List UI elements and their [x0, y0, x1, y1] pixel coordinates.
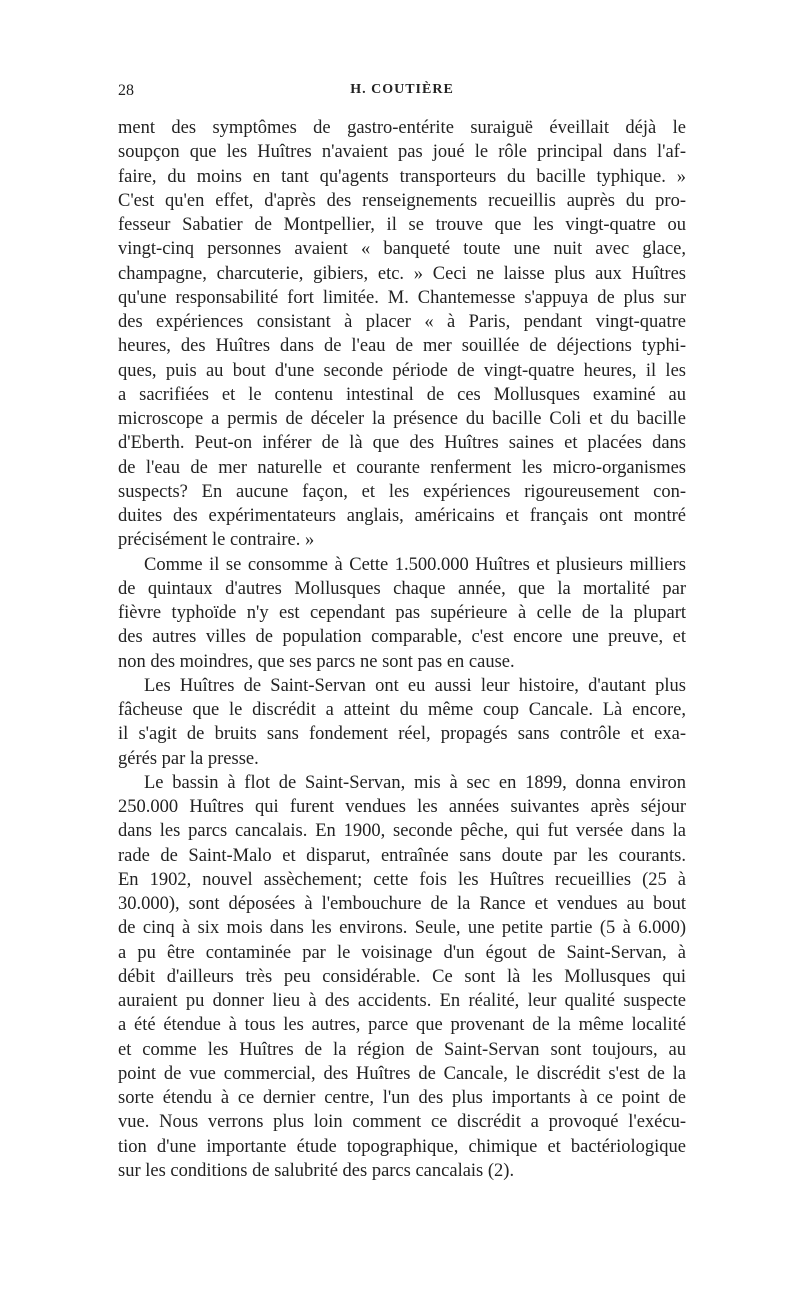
text-line: rade de Saint-Malo et disparut, entraînée sans doute par les courants.	[118, 845, 686, 866]
text-line: fièvre typhoïde n'y est cependant pas supérieure à celle de la plupart	[118, 603, 686, 623]
text-line: ment des symptômes de gastro-entérite suraiguë éveillait déjà le	[118, 118, 686, 138]
text-line: a sacrifiées et le contenu intestinal de ces Mollusques examiné au	[118, 384, 686, 405]
text-line: de l'eau de mer naturelle et courante renferment les micro-organismes	[118, 457, 686, 478]
text-line: microscope a permis de déceler la présence du bacille Coli et du bacille	[118, 409, 686, 429]
text-line: précisément le contraire. »	[118, 530, 315, 551]
text-line: qu'une responsabilité fort limitée. M. Chantemesse s'appuya de plus sur	[118, 287, 686, 308]
page-number: 28	[118, 82, 134, 99]
running-title: H. COUTIÈRE	[350, 82, 454, 97]
text-line: des autres villes de population comparable, c'est encore une preuve, et	[118, 627, 686, 648]
text-line: Les Huîtres de Saint-Servan ont eu aussi leur histoire, d'autant plus	[144, 675, 686, 696]
text-line: 30.000), sont déposées à l'embouchure de la Rance et vendues au bout	[118, 894, 686, 914]
text-line: dans les parcs cancalais. En 1900, seconde pêche, qui fut versée dans la	[118, 821, 686, 842]
text-line: de quintaux d'autres Mollusques chaque année, que la mortalité par	[118, 578, 686, 599]
text-line: et comme les Huîtres de la région de Saint-Servan sont toujours, au	[118, 1039, 686, 1060]
text-line: ques, puis au bout d'une seconde période de vingt-quatre heures, il les	[118, 360, 686, 381]
text-line: duites des expérimentateurs anglais, américains et français ont montré	[118, 506, 686, 526]
text-line: il s'agit de bruits sans fondement réel, propagés sans contrôle et exa-	[118, 724, 686, 745]
text-line: a été étendue à tous les autres, parce que provenant de la même localité	[118, 1015, 686, 1036]
text-line: fâcheuse que le discrédit a atteint du même coup Cancale. Là encore,	[118, 700, 686, 720]
text-line: En 1902, nouvel assèchement; cette fois les Huîtres recueillies (25 à	[118, 869, 686, 890]
text-line: soupçon que les Huîtres n'avaient pas joué le rôle principal dans l'af-	[118, 142, 686, 163]
text-line: auraient pu donner lieu à des accidents. En réalité, leur qualité suspecte	[118, 991, 686, 1011]
text-line: point de vue commercial, des Huîtres de Cancale, le discrédit s'est de la	[118, 1063, 686, 1084]
text-line: Comme il se consomme à Cette 1.500.000 Huîtres et plusieurs milliers	[144, 554, 686, 575]
text-line: faire, du moins en tant qu'agents transporteurs du bacille typhique. »	[118, 166, 686, 187]
text-line: vue. Nous verrons plus loin comment ce discrédit a provoqué l'exécu-	[118, 1112, 686, 1133]
text-line: des expériences consistant à placer « à Paris, pendant vingt-quatre	[118, 312, 686, 332]
text-line: de cinq à six mois dans les environs. Seule, une petite partie (5 à 6.000)	[118, 918, 686, 939]
text-line: champagne, charcuterie, gibiers, etc. » Ceci ne laisse plus aux Huîtres	[118, 263, 686, 284]
text-line: suspects? En aucune façon, et les expériences rigoureusement con-	[118, 481, 686, 502]
text-line: sorte étendu à ce dernier centre, l'un des plus importants à ce point de	[118, 1088, 686, 1108]
text-line: vingt-cinq personnes avaient « banqueté toute une nuit avec glace,	[118, 239, 686, 260]
text-line: fesseur Sabatier de Montpellier, il se trouve que les vingt-quatre ou	[118, 215, 686, 235]
text-line: 250.000 Huîtres qui furent vendues les années suivantes après séjour	[118, 797, 686, 817]
text-line: a pu être contaminée par le voisinage d'un égout de Saint-Servan, à	[118, 942, 686, 963]
text-line: non des moindres, que ses parcs ne sont pas en cause.	[118, 651, 515, 672]
text-line: d'Eberth. Peut-on inférer de là que des Huîtres saines et placées dans	[118, 433, 686, 454]
text-line: débit d'ailleurs très peu considérable. Ce sont là les Mollusques qui	[118, 966, 686, 987]
page-header	[118, 82, 686, 106]
text-line: C'est qu'en effet, d'après des renseignements recueillis auprès du pro-	[118, 190, 686, 211]
body-text	[118, 116, 686, 1183]
text-line: tion d'une importante étude topographique, chimique et bactériologique	[118, 1136, 686, 1157]
text-line: Le bassin à flot de Saint-Servan, mis à sec en 1899, donna environ	[144, 772, 686, 793]
text-line: sur les conditions de salubrité des parcs cancalais (2).	[118, 1160, 515, 1181]
text-line: heures, des Huîtres dans de l'eau de mer souillée de déjections typhi-	[118, 336, 686, 357]
text-line: gérés par la presse.	[118, 748, 259, 769]
